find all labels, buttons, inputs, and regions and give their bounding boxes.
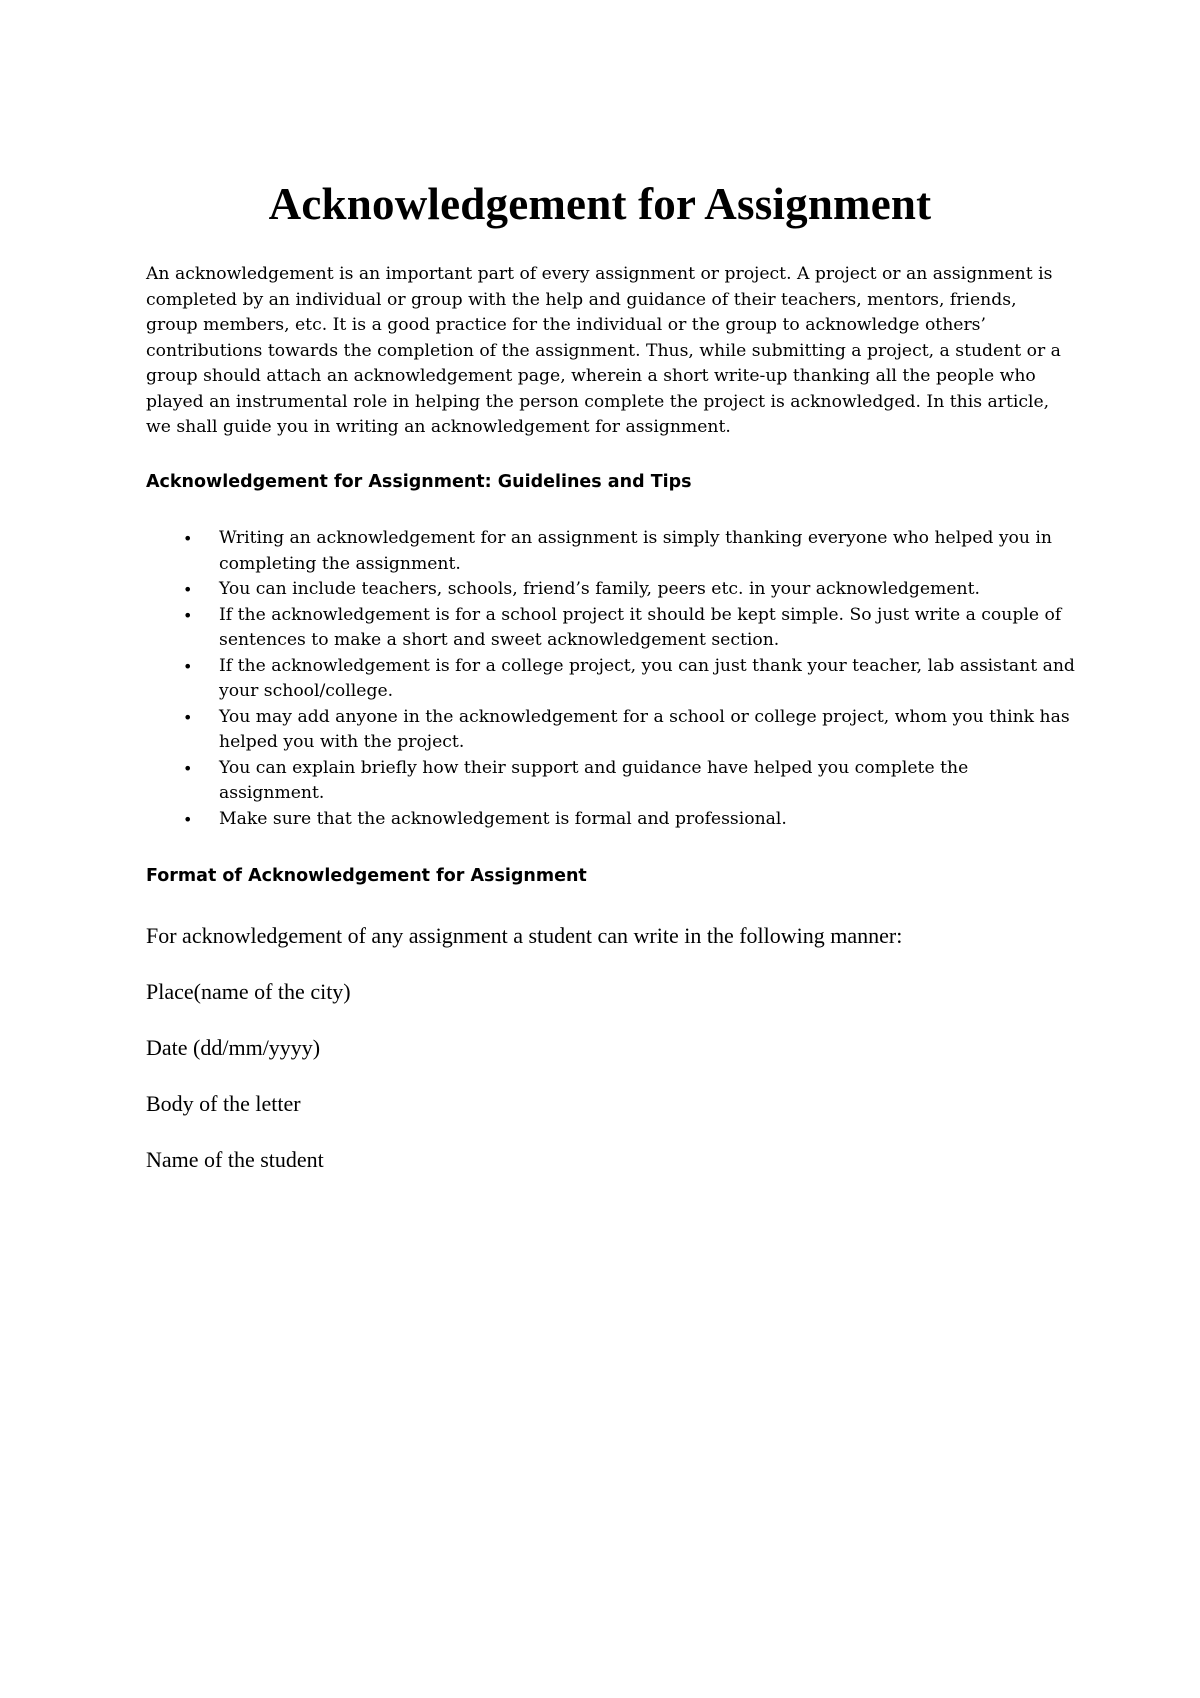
tip-item: [146, 654, 1076, 705]
tip-item: [146, 756, 1076, 807]
format-date-line: Date (dd/mm/yyyy): [146, 1035, 321, 1060]
tip-text: If the acknowledgement is for a school project it should be kept simple. So just write a couple of sentences to make a short and sweet acknowledgement section.: [219, 604, 1062, 650]
tip-text: You can explain briefly how their support and guidance have helped you complete the assignment.: [219, 757, 969, 803]
tip-text: Make sure that the acknowledgement is formal and professional.: [219, 808, 787, 829]
tip-item: [146, 705, 1076, 756]
tips-list: [146, 526, 1076, 832]
bullet-icon: •: [183, 758, 193, 778]
intro-paragraph: An acknowledgement is an important part of every assignment or project. A project or an assignment is completed by an individual or group with the help and guidance of their teachers, mentors, friends, group members, etc. It is a good practice for the individual or the group to acknowledge others’ contributions towards the completion of the assignment. Thus, while submitting a project, a student or a group should attach an acknowledgement page, wherein a short write-up thanking all the people who played an instrumental role in helping the person complete the project is acknowledged. In this article, we shall guide you in writing an acknowledgement for assignment.: [146, 264, 1061, 437]
bullet-icon: •: [183, 656, 193, 676]
format-heading: Format of Acknowledgement for Assignment: [146, 866, 587, 886]
format-name-line: Name of the student: [146, 1147, 324, 1172]
guidelines-heading: Acknowledgement for Assignment: Guidelines and Tips: [146, 472, 692, 492]
bullet-icon: •: [183, 707, 193, 727]
tip-item: [146, 577, 1076, 603]
bullet-icon: •: [183, 605, 193, 625]
tip-text: If the acknowledgement is for a college project, you can just thank your teacher, lab assistant and your school/college.: [219, 655, 1075, 701]
tip-item: [146, 603, 1076, 654]
bullet-icon: •: [183, 529, 193, 548]
format-body-line: Body of the letter: [146, 1091, 301, 1116]
document-title: Acknowledgement for Assignment: [268, 179, 932, 229]
format-place-line: Place(name of the city): [146, 979, 351, 1004]
format-intro-line: For acknowledgement of any assignment a student can write in the following manner:: [146, 923, 903, 948]
tip-item: [146, 807, 1076, 833]
bullet-icon: •: [183, 809, 193, 829]
tip-text: Writing an acknowledgement for an assignment is simply thanking everyone who helped you in completing the assignment.: [219, 528, 1052, 574]
tip-item: [146, 526, 1076, 577]
tip-text: You can include teachers, schools, friend’s family, peers etc. in your acknowledgement.: [219, 579, 980, 599]
bullet-icon: •: [183, 580, 193, 599]
tip-text: You may add anyone in the acknowledgement for a school or college project, whom you think has helped you with the project.: [219, 706, 1070, 752]
